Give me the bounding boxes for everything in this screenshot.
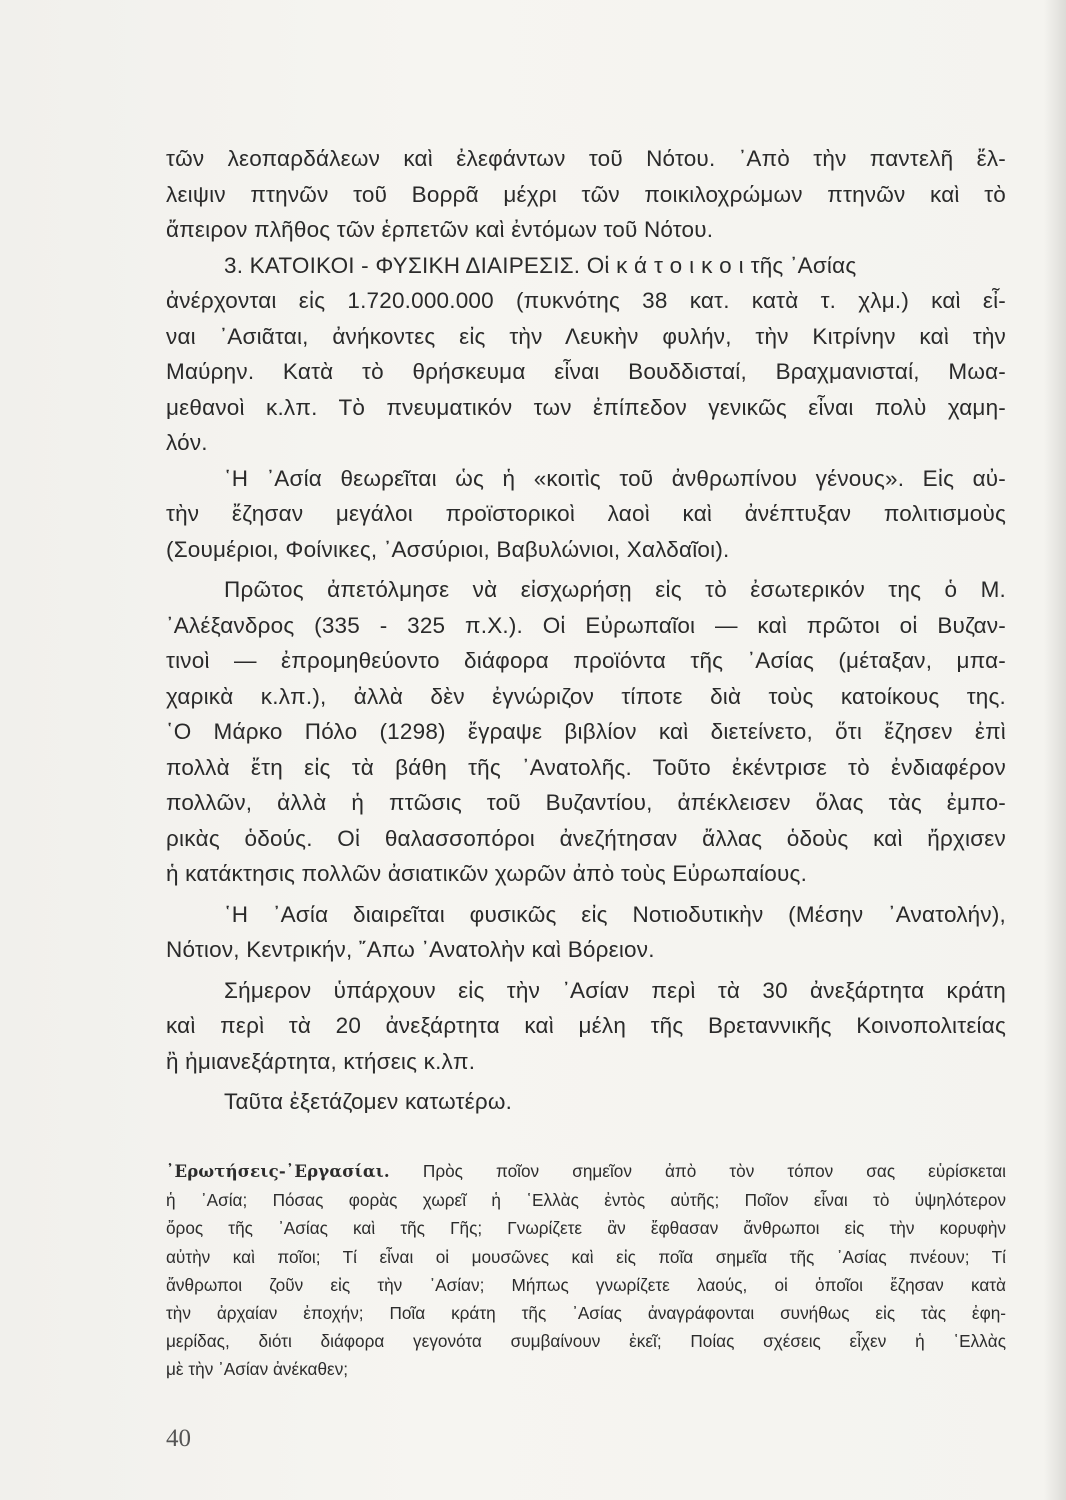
text-line: ἢ ἡμιανεξάρτητα, κτήσεις κ.λπ.	[166, 1048, 476, 1074]
paragraph-history	[166, 572, 1006, 892]
paragraph-closing	[166, 1084, 1006, 1120]
questions-first-line	[166, 1157, 1006, 1186]
text-line: ἄπειρον πλῆθος τῶν ἑρπετῶν καὶ ἐντόμων τοῦ Νότου.	[166, 217, 714, 242]
questions-line: μὲ τὴν ᾿Ασίαν ἀνέκαθεν;	[166, 1359, 349, 1380]
text-fragment: Πρὸς ποῖον σημεῖον ἀπὸ τὸν τόπον σας εὑρίσκεται	[422, 1161, 1007, 1181]
text-line: μεθανοὶ κ.λπ. Τὸ πνευματικόν των ἐπίπεδον γενικῶς εἶναι πολὺ χαμη-	[166, 394, 1006, 420]
section-heading-line	[166, 248, 1006, 284]
body-text	[166, 141, 1006, 1120]
page-edge-shadow	[1044, 0, 1066, 1500]
text-line: ῾Ο Μάρκο Πόλο (1298) ἔγραψε βιβλίον καὶ διετείνετο, ὅτι ἔζησεν ἐπὶ	[166, 719, 1006, 744]
text-line: ἀνέρχονται εἰς 1.720.000.000 (πυκνότης 38 κατ. κατὰ τ. χλμ.) καὶ εἶ-	[166, 288, 1006, 313]
text-line: Πρῶτος ἀπετόλμησε νὰ εἰσχωρήσῃ εἰς τὸ ἐσωτερικόν της ὁ Μ.	[224, 577, 1006, 602]
text-line: τὴν ἔζησαν μεγάλοι προϊστορικοὶ λαοὶ καὶ ἀνέπτυξαν πολιτισμοὺς	[166, 501, 1006, 526]
text-line: λόν.	[166, 430, 208, 455]
questions-line: μερίδας, διότι διάφορα γεγονότα συμβαίνουν ἐκεῖ; Ποίας σχέσεις εἶχεν ἡ ῾Ελλὰς	[166, 1331, 1006, 1352]
questions-line: ἡ ᾿Ασία; Πόσας φορὰς χωρεῖ ἡ ῾Ελλὰς ἐντὸς αὐτῆς; Ποῖον εἶναι τὸ ὑψηλότερον	[166, 1190, 1006, 1211]
text-line: ρικὰς ὁδούς. Οἱ θαλασσοπόροι ἀνεζήτησαν ἄλλας ὁδοὺς καὶ ἤρχισεν	[166, 825, 1006, 851]
text-line: καὶ περὶ τὰ 20 ἀνεξάρτητα καὶ μέλη τῆς Βρεταννικῆς Κοινοπολιτείας	[166, 1013, 1006, 1038]
text-line: ῾Η ᾿Ασία θεωρεῖται ὡς ἡ «κοιτὶς τοῦ ἀνθρωπίνου γένους». Εἰς αὐ-	[224, 465, 1006, 491]
text-line: πολλὰ ἔτη εἰς τὰ βάθη τῆς ᾿Ανατολῆς. Τοῦτο ἐκέντρισε τὸ ἐνδιαφέρον	[166, 754, 1006, 780]
paragraph-fauna	[166, 141, 1006, 248]
text-line: ναι ᾿Ασιᾶται, ἀνήκοντες εἰς τὴν Λευκὴν φυλήν, τὴν Κιτρίνην καὶ τὴν	[166, 323, 1006, 349]
text-line: χαρικὰ κ.λπ.), ἀλλὰ δὲν ἐγνώριζον τίποτε διὰ τοὺς κατοίκους της.	[166, 683, 1006, 709]
spaced-term: κάτοικοι	[616, 252, 751, 278]
questions-line: αὐτὴν καὶ ποῖοι; Τί εἶναι οἱ μουσῶνες καὶ εἰς ποῖα σημεῖα τῆς ᾿Ασίας πνέουν; Τί	[166, 1246, 1006, 1267]
section-heading: 3. ΚΑΤΟΙΚΟΙ - ΦΥΣΙΚΗ ΔΙΑΙΡΕΣΙΣ. Οἱ	[224, 252, 610, 278]
text-line: Ταῦτα ἐξετάζομεν κατωτέρω.	[224, 1089, 513, 1114]
text-line: Νότιον, Κεντρικήν, ῎Απω ᾿Ανατολὴν καὶ Βόρειον.	[166, 937, 655, 962]
text-line: Μαύρην. Κατὰ τὸ θρήσκευμα εἶναι Βουδδισταί, Βραχμανισταί, Μωα-	[166, 359, 1006, 384]
text-fragment: τῆς ᾿Ασίας	[750, 252, 857, 278]
text-line: Σήμερον ὑπάρχουν εἰς τὴν ᾿Ασίαν περὶ τὰ 30 ἀνεξάρτητα κράτη	[224, 977, 1006, 1003]
questions-line: ὄρος τῆς ᾿Ασίας καὶ τῆς Γῆς; Γνωρίζετε ἂν ἔφθασαν ἄνθρωποι εἰς τὴν κορυφὴν	[166, 1218, 1006, 1239]
questions-section	[166, 1157, 1006, 1384]
questions-line: ἄνθρωποι ζοῦν εἰς τὴν ᾿Ασίαν; Μήπως γνωρίζετε λαούς, οἱ ὁποῖοι ἔζησαν κατὰ	[166, 1274, 1006, 1295]
paragraph-inhabitants	[166, 248, 1006, 461]
questions-line: τὴν ἀρχαίαν ἐποχήν; Ποῖα κράτη τῆς ᾿Ασίας ἀναγράφονται συνήθως εἰς τὰς ἐφη-	[166, 1303, 1006, 1324]
paragraph-cradle	[166, 461, 1006, 568]
questions-heading: ᾿Ερωτήσεις-᾿Εργασίαι.	[166, 1162, 390, 1181]
text-line: πολλῶν, ἀλλὰ ἡ πτῶσις τοῦ Βυζαντίου, ἀπέκλεισεν ὅλας τὰς ἐμπο-	[166, 790, 1006, 815]
text-line: λειψιν πτηνῶν τοῦ Βορρᾶ μέχρι τῶν ποικιλοχρώμων πτηνῶν καὶ τὸ	[166, 181, 1006, 207]
text-line: ᾿Αλέξανδρος (335 - 325 π.Χ.). Οἱ Εὐρωπαῖοι — καὶ πρῶτοι οἱ Βυζαν-	[166, 612, 1006, 638]
text-line: τινοὶ — ἐπρομηθεύοντο διάφορα προϊόντα τῆς ᾿Ασίας (μέταξαν, μπα-	[166, 648, 1006, 673]
text-line: ἡ κατάκτησις πολλῶν ἀσιατικῶν χωρῶν ἀπὸ τοὺς Εὐρωπαίους.	[166, 861, 808, 886]
text-line: τῶν λεοπαρδάλεων καὶ ἐλεφάντων τοῦ Νότου. ᾿Απὸ τὴν παντελῆ ἔλ-	[166, 146, 1006, 171]
text-line: (Σουμέριοι, Φοίνικες, ᾿Ασσύριοι, Βαβυλώνιοι, Χαλδαῖοι).	[166, 536, 730, 562]
text-line: ῾Η ᾿Ασία διαιρεῖται φυσικῶς εἰς Νοτιοδυτικὴν (Μέσην ᾿Ανατολήν),	[224, 901, 1006, 927]
paragraph-states	[166, 973, 1006, 1080]
page-number: 40	[166, 1425, 191, 1452]
paragraph-division	[166, 897, 1006, 968]
